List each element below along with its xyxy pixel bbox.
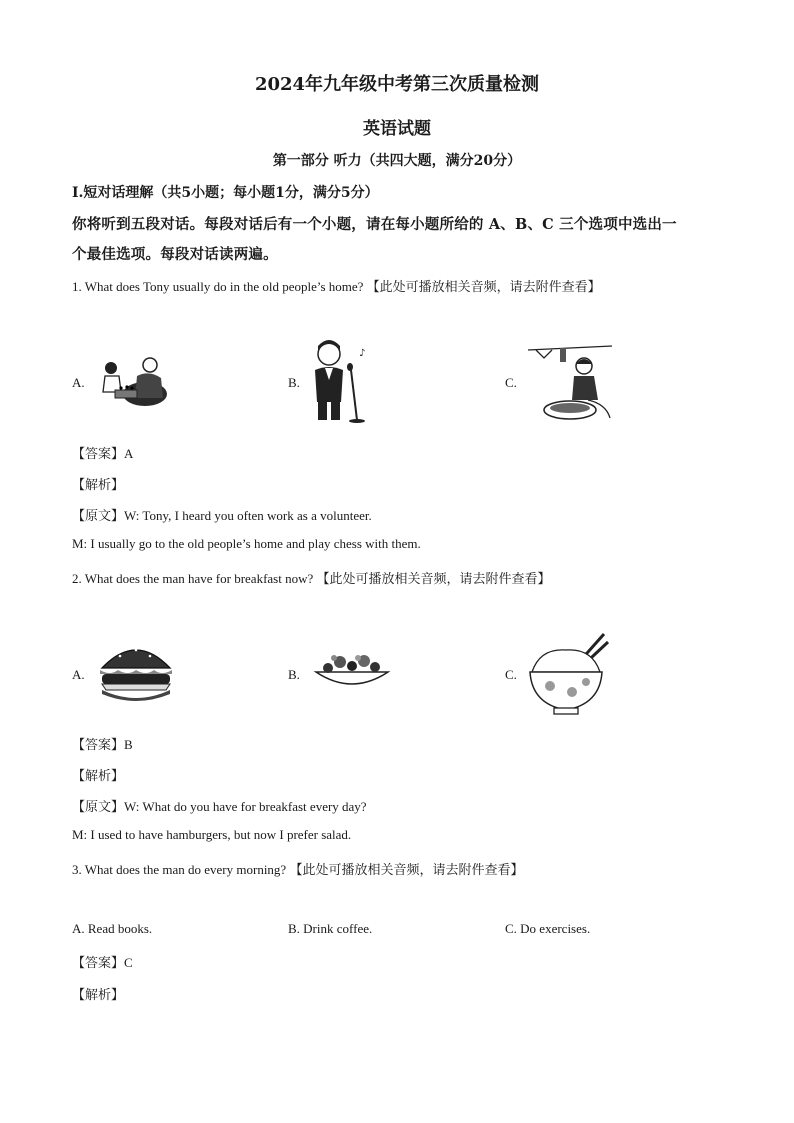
q1-option-b-label: B. bbox=[288, 375, 300, 390]
q2-option-a-label: A. bbox=[72, 667, 85, 682]
answer-label: 【答案】 bbox=[72, 737, 125, 752]
q1-option-a-label: A. bbox=[72, 375, 85, 390]
q2-analysis-label: 【解析】 bbox=[72, 768, 125, 783]
question-2-stem: 2. What does the man have for breakfast now? 【此处可播放相关音频，请去附件查看】 bbox=[72, 571, 551, 586]
original-label: 【原文】 bbox=[72, 508, 125, 523]
original-label: 【原文】 bbox=[72, 799, 125, 814]
page-subtitle: 英语试题 bbox=[363, 119, 431, 139]
q1-original-line-2: M: I usually go to the old people’s home and play chess with them. bbox=[72, 536, 421, 551]
q3-option-b: B. Drink coffee. bbox=[288, 921, 373, 936]
question-1-stem: 1. What does Tony usually do in the old people’s home? 【此处可播放相关音频，请去附件查看】 bbox=[72, 279, 601, 294]
q2-answer bbox=[72, 734, 133, 753]
svg-text:♪: ♪ bbox=[359, 348, 366, 359]
question-3-stem: 3. What does the man do every morning? 【此处可播放相关音频，请去附件查看】 bbox=[72, 862, 524, 877]
q2-option-b-label: B. bbox=[288, 667, 300, 682]
rice-bowl-icon bbox=[526, 630, 610, 716]
q2-answer-value: B bbox=[124, 737, 133, 752]
q3-option-c: C. Do exercises. bbox=[505, 921, 591, 936]
q1-option-c-label: C. bbox=[505, 375, 517, 390]
part-heading: 第一部分 听力（共四大题，满分20分） bbox=[272, 153, 522, 169]
section-heading: Ⅰ.短对话理解（共5小题；每小题1分，满分5分） bbox=[72, 185, 379, 201]
instruction-line-2: 个最佳选项。每段对话读两遍。 bbox=[72, 246, 278, 263]
q3-answer-value: C bbox=[124, 955, 133, 970]
q2-original-line-1: W: What do you have for breakfast every day? bbox=[124, 799, 367, 814]
page-title: 2024年九年级中考第三次质量检测 bbox=[254, 74, 540, 95]
q3-analysis-label: 【解析】 bbox=[72, 987, 125, 1002]
q3-answer bbox=[72, 952, 133, 971]
q1-analysis-label: 【解析】 bbox=[72, 477, 125, 492]
q1-answer bbox=[72, 443, 133, 462]
q2-original bbox=[72, 796, 367, 815]
hamburger-icon bbox=[98, 640, 174, 706]
answer-label: 【答案】 bbox=[72, 955, 125, 970]
q1-original-line-1: W: Tony, I heard you often work as a volunteer. bbox=[124, 508, 372, 523]
grandpa-chess-icon bbox=[97, 352, 171, 408]
boy-washing-clothes-icon bbox=[526, 342, 614, 426]
q3-option-a: A. Read books. bbox=[72, 921, 153, 936]
answer-label: 【答案】 bbox=[72, 446, 125, 461]
q2-original-line-2: M: I used to have hamburgers, but now I prefer salad. bbox=[72, 827, 352, 842]
q1-original bbox=[72, 505, 372, 524]
q2-option-c-label: C. bbox=[505, 667, 517, 682]
singer-microphone-icon bbox=[305, 340, 375, 424]
instruction-line-1: 你将听到五段对话。每段对话后有一个小题，请在每小题所给的 A、B、C 三个选项中选出一 bbox=[72, 216, 677, 233]
salad-bowl-icon bbox=[312, 650, 392, 692]
q1-answer-value: A bbox=[124, 446, 134, 461]
